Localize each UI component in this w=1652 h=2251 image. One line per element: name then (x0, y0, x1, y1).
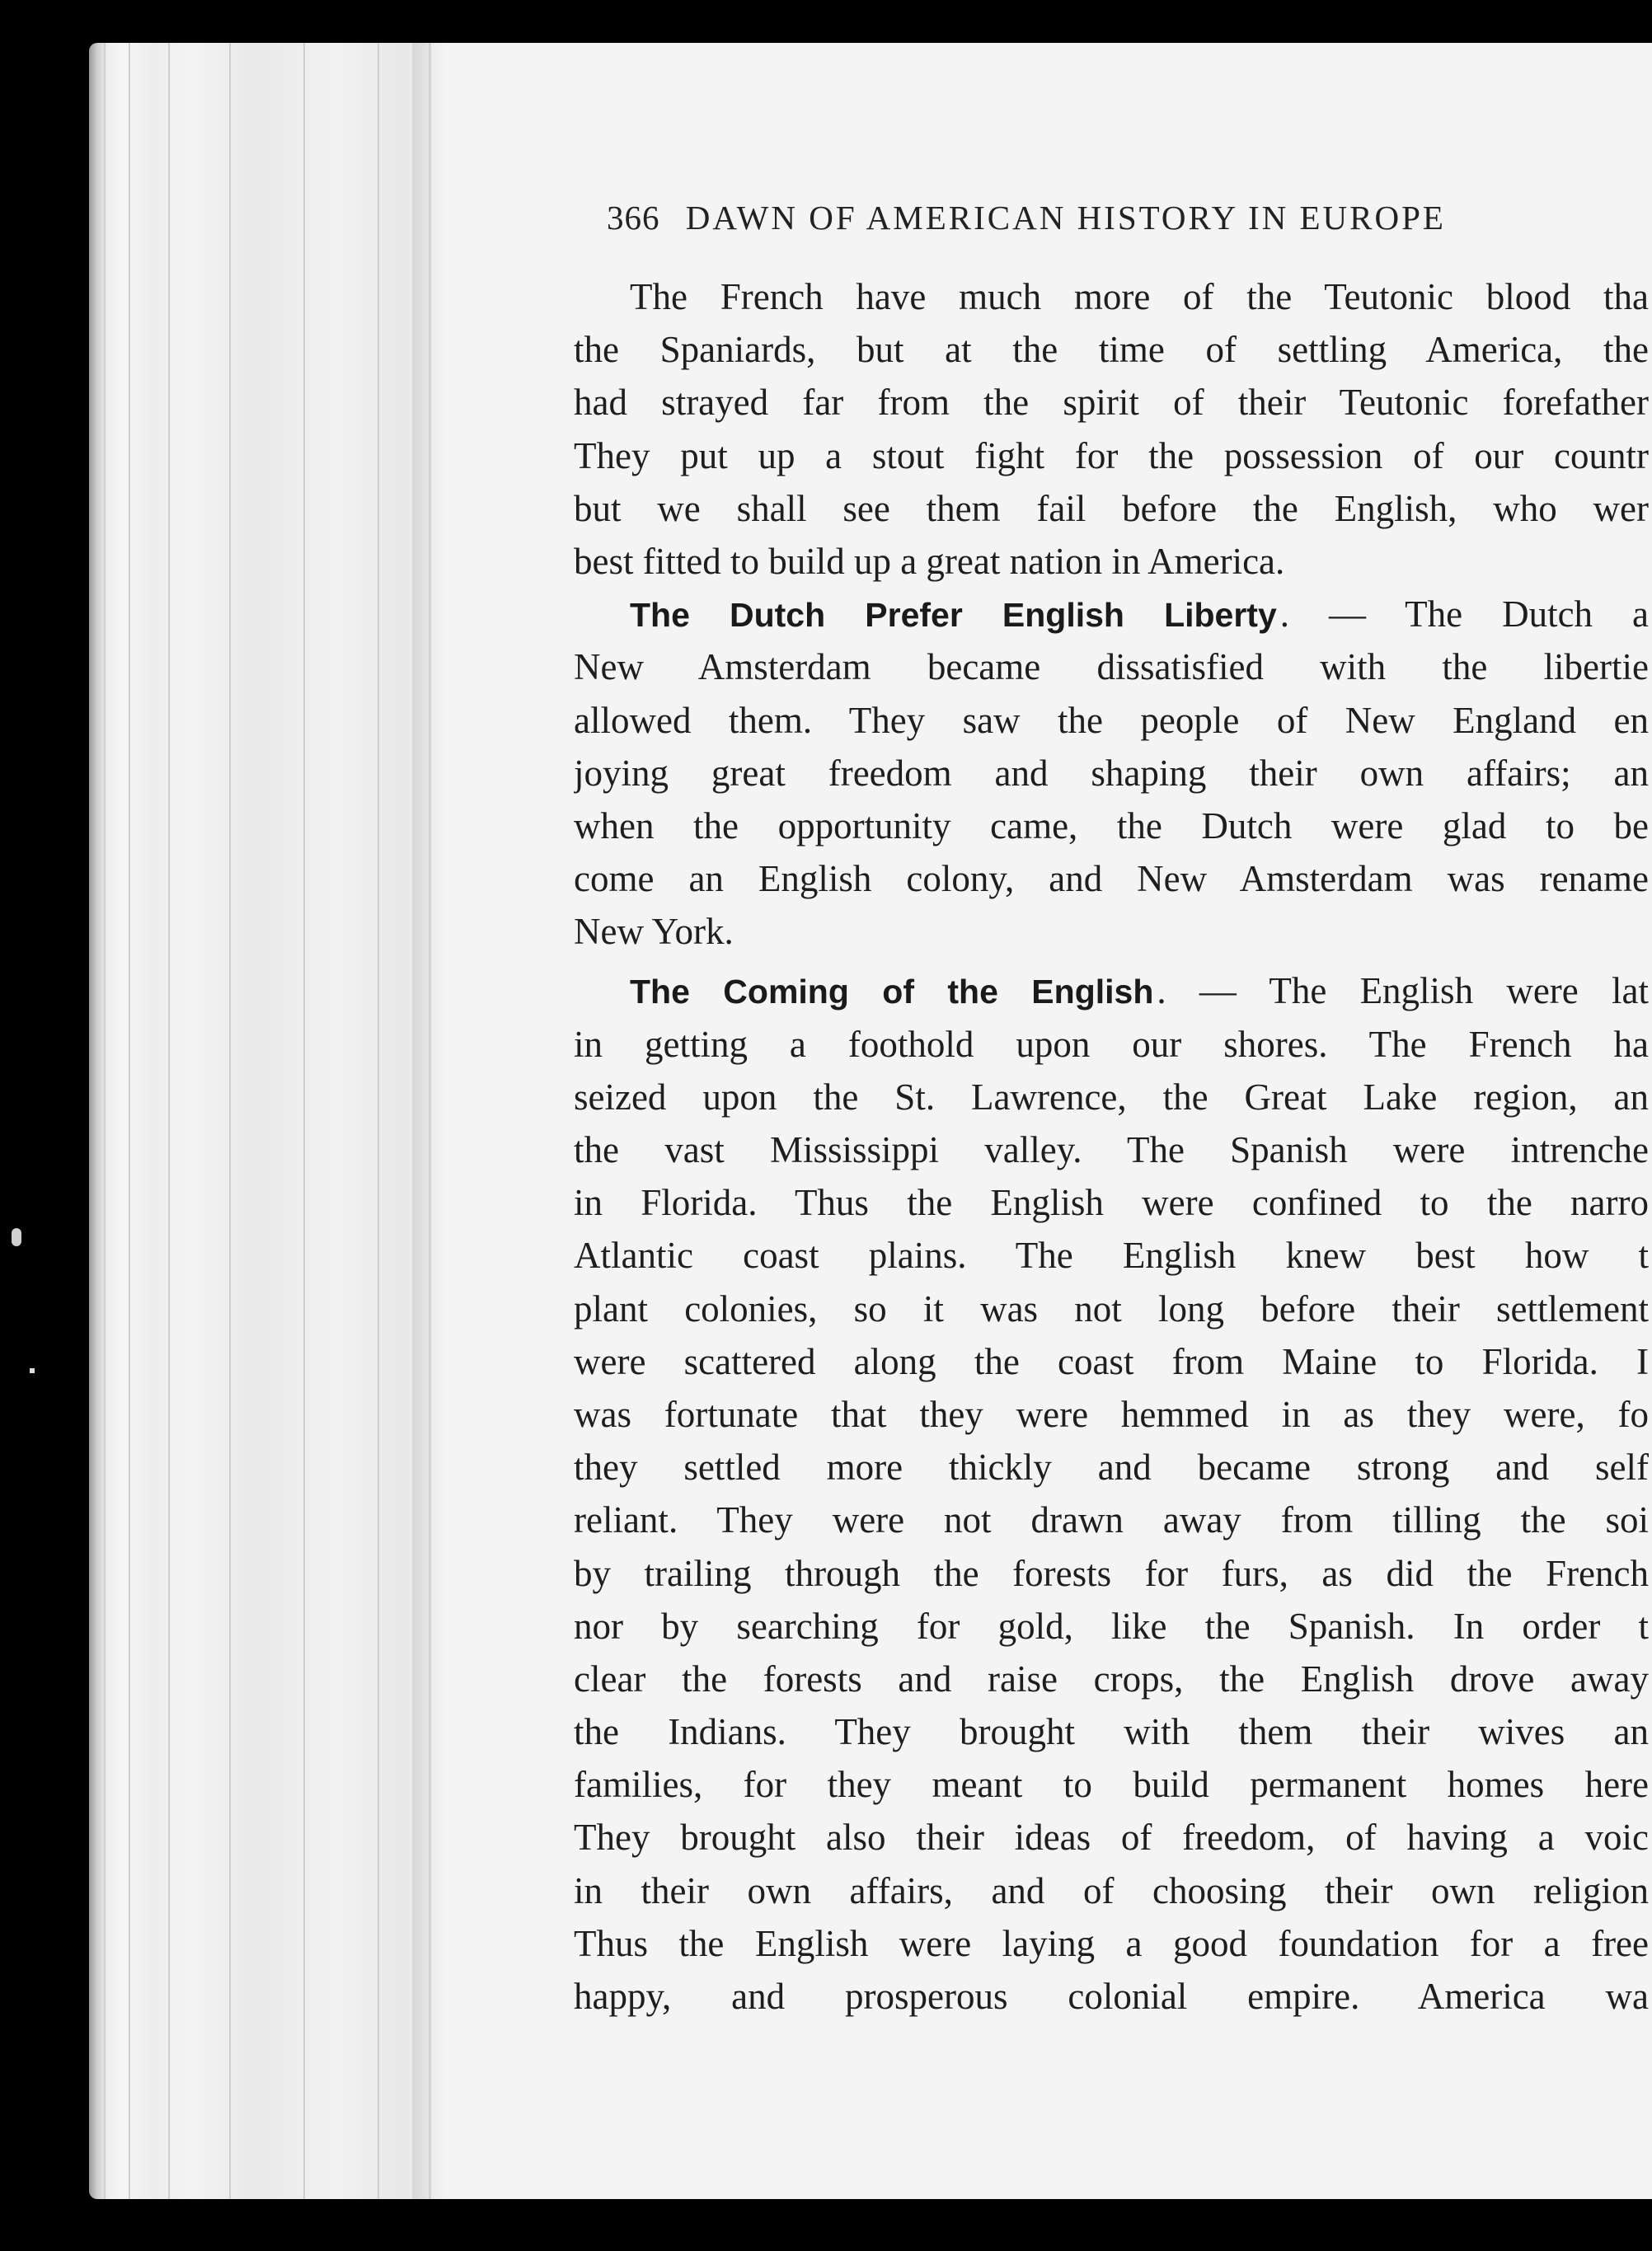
text-line: by trailing through the forests for furs, as did the French (574, 1552, 1649, 1594)
text-line: was fortunate that they were hemmed in as they were, fo (574, 1393, 1649, 1435)
text-line: They brought also their ideas of freedom, of having a voic (574, 1817, 1649, 1859)
page-edge-line (104, 43, 106, 2199)
scan-speck (12, 1228, 21, 1246)
page-edge-line (168, 43, 170, 2199)
page-edge-line (378, 43, 379, 2199)
text-line: New Amsterdam became dissatisfied with the libertie (574, 646, 1649, 688)
text-line: had strayed far from the spirit of their Teutonic forefather (574, 382, 1649, 424)
em-dash: — (1199, 970, 1237, 1012)
paragraph-heading-line (574, 964, 1649, 1017)
stacked-page-edges (89, 43, 435, 2199)
body-text (574, 270, 1649, 2023)
text-line: New York. (574, 911, 734, 953)
scan-speck (30, 1368, 35, 1373)
text-line: reliant. They were not drawn away from tilling the soi (574, 1499, 1649, 1541)
text-line: the Indians. They brought with them their wives an (574, 1711, 1649, 1753)
spine-shadow (412, 43, 445, 2199)
text-line: plant colonies, so it was not long before their settlement (574, 1287, 1649, 1329)
text-line: come an English colony, and New Amsterdam was rename (574, 858, 1649, 900)
heading-punctuation: . (1157, 970, 1166, 1012)
em-dash: — (1328, 593, 1366, 635)
page-edge-line (229, 43, 231, 2199)
text-line: happy, and prosperous colonial empire. America wa (574, 1976, 1649, 2017)
running-head (607, 198, 1446, 237)
text-line: best fitted to build up a great nation in America. (574, 540, 1285, 582)
text-line: families, for they meant to build permanent homes here (574, 1764, 1649, 1806)
text-line: the vast Mississippi valley. The Spanish were intrenche (574, 1129, 1649, 1170)
text-line: They put up a stout fight for the possession of our countr (574, 434, 1649, 476)
text-line: seized upon the St. Lawrence, the Great Lake region, an (574, 1076, 1649, 1118)
text-line: clear the forests and raise crops, the English drove away (574, 1658, 1649, 1700)
heading-punctuation: . (1279, 593, 1290, 635)
text-line: the Spaniards, but at the time of settling America, the (574, 329, 1649, 371)
section-heading: The Dutch Prefer English Liberty (630, 596, 1277, 635)
running-head-title: DAWN OF AMERICAN HISTORY IN EUROPE (685, 199, 1446, 237)
text-line: The French have much more of the Teutonic blood tha (630, 276, 1649, 317)
text-fragment: The English were lat (1269, 970, 1649, 1012)
text-line: they settled more thickly and became strong and self (574, 1447, 1649, 1489)
text-fragment: The Dutch a (1405, 593, 1649, 635)
text-line: in Florida. Thus the English were confined to the narro (574, 1182, 1649, 1224)
page-number: 366 (607, 199, 660, 237)
text-line: but we shall see them fail before the English, who wer (574, 487, 1649, 529)
text-line: joying great freedom and shaping their own affairs; an (574, 752, 1649, 794)
text-line: in getting a foothold upon our shores. The French ha (574, 1023, 1649, 1065)
paragraph-heading-line (574, 588, 1649, 640)
text-line: when the opportunity came, the Dutch were glad to be (574, 804, 1649, 846)
text-line: Atlantic coast plains. The English knew best how t (574, 1235, 1649, 1277)
text-line: Thus the English were laying a good foundation for a free (574, 1922, 1649, 1964)
text-line: were scattered along the coast from Maine to Florida. I (574, 1340, 1649, 1382)
text-line: nor by searching for gold, like the Spanish. In order t (574, 1605, 1649, 1647)
text-line: in their own affairs, and of choosing their own religion (574, 1869, 1649, 1911)
text-line: allowed them. They saw the people of New England en (574, 699, 1649, 741)
page-edge-line (303, 43, 305, 2199)
page-edge-line (129, 43, 130, 2199)
section-heading: The Coming of the English (630, 973, 1154, 1011)
